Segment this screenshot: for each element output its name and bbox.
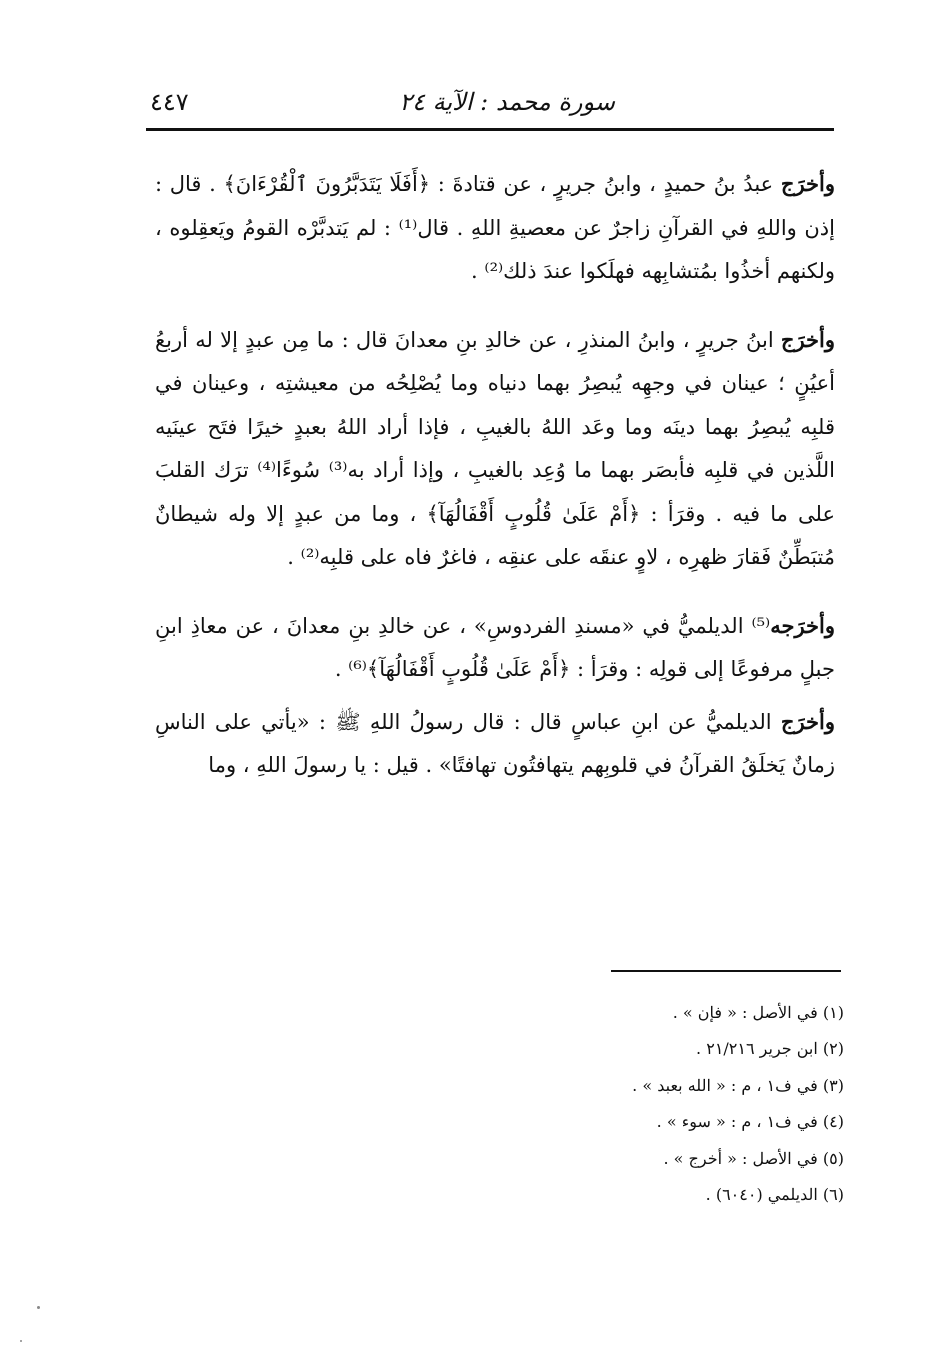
page-header bbox=[150, 84, 830, 124]
paragraph-body: ابنُ جريرٍ ، وابنُ المنذرِ ، عن خالدِ بنِ معدانَ قال : ما مِن عبدٍ إلا له أربعُ أعيُنٍ ؛ عينان في وجهِه يُبصِرُ بهما دنياه وما يُصْلِحُه من معيشتِه ، وعينان في قلبِه يُبصِرُ بهما دينَه وما وعَد اللهُ بالغيبِ ، فإذا أراد اللهُ بعبدٍ خيرًا فتَح عينَيه اللَّذين في قلبِه فأبصَر بهما ما وُعِد بالغيبِ ، وإذا أراد به⁽³⁾ سُوءًا⁽⁴⁾ ترَك القلبَ على ما فيه . وقرَأ : ﴿أَمْ عَلَىٰ قُلُوبٍ أَقْفَالُهَآ﴾ ، وما من عبدٍ إلا وله شيطانٌ مُتبَطِّنٌ فَقارَ ظهرِه ، لاوٍ عنقَه على عنقِه ، فاغرٌ فاه على قلبِه⁽²⁾ . bbox=[155, 327, 835, 569]
scan-speck bbox=[20, 1340, 22, 1342]
paragraph-lead: وأخرَجه bbox=[770, 612, 835, 638]
paragraph-1 bbox=[155, 162, 835, 294]
footnote-item: (٤) في ف١ ، م : « سوء » . bbox=[656, 1112, 844, 1132]
paragraph-body: ⁽⁵⁾ الديلميُّ في «مسندِ الفردوسِ» ، عن خالدِ بنِ معدانَ ، عن معاذِ ابنِ جبلٍ مرفوعًا إلى قولِه : وقرَأ : ﴿أَمْ عَلَىٰ قُلُوبٍ أَقْفَالُهَآ﴾⁽⁶⁾ . bbox=[155, 613, 835, 681]
paragraph-2 bbox=[155, 318, 835, 580]
paragraph-body: الديلميُّ عن ابنِ عباسٍ قال : قال رسولُ اللهِ ﷺ : «يأتي على الناسِ زمانٌ يَخلَقُ القرآنُ في قلوبِهم يتهافتُون تهافتًا» . قيل : يا رسولَ اللهِ ، وما bbox=[155, 709, 835, 777]
page-number: ٤٤٧ bbox=[150, 88, 189, 116]
footnote-divider bbox=[611, 970, 841, 972]
paragraph-lead: وأخرَج bbox=[780, 708, 835, 734]
paragraph-4 bbox=[155, 700, 835, 788]
footnote-item: (٢) ابن جرير ٢١/٢١٦ . bbox=[696, 1039, 844, 1059]
main-text bbox=[155, 162, 835, 788]
footnote-item: (٣) في ف١ ، م : « الله بعبد » . bbox=[632, 1075, 844, 1095]
running-title: سورة محمد : الآية ٢٤ bbox=[399, 88, 615, 116]
scan-speck bbox=[37, 1306, 40, 1309]
paragraph-3 bbox=[155, 604, 835, 692]
paragraph-lead: وأخرَج bbox=[780, 326, 835, 352]
paragraph-body: عبدُ بنُ حميدٍ ، وابنُ جريرٍ ، عن قتادةَ : ﴿أَفَلَا يَتَدَبَّرُونَ ٱلْقُرْءَانَ﴾ . قال : إذن واللهِ في القرآنِ زاجرٌ عن معصيةِ اللهِ . قال⁽¹⁾ : لم يَتدبَّرْه القومُ ويَعقِلوه ، ولكنهم أخذُوا بمُتشابِهه فهلَكوا عندَ ذلك⁽²⁾ . bbox=[155, 172, 835, 283]
footnote-item: (٥) في الأصل : « أخرج » . bbox=[663, 1148, 844, 1168]
paragraph-lead: وأخرَج bbox=[780, 171, 835, 196]
footnote-item: (١) في الأصل : « فإن » . bbox=[672, 1003, 844, 1022]
footnote-item: (٦) الديلمي (٦٠٤٠) . bbox=[705, 1185, 844, 1205]
footnotes-list bbox=[344, 995, 844, 1213]
header-divider bbox=[146, 128, 834, 131]
